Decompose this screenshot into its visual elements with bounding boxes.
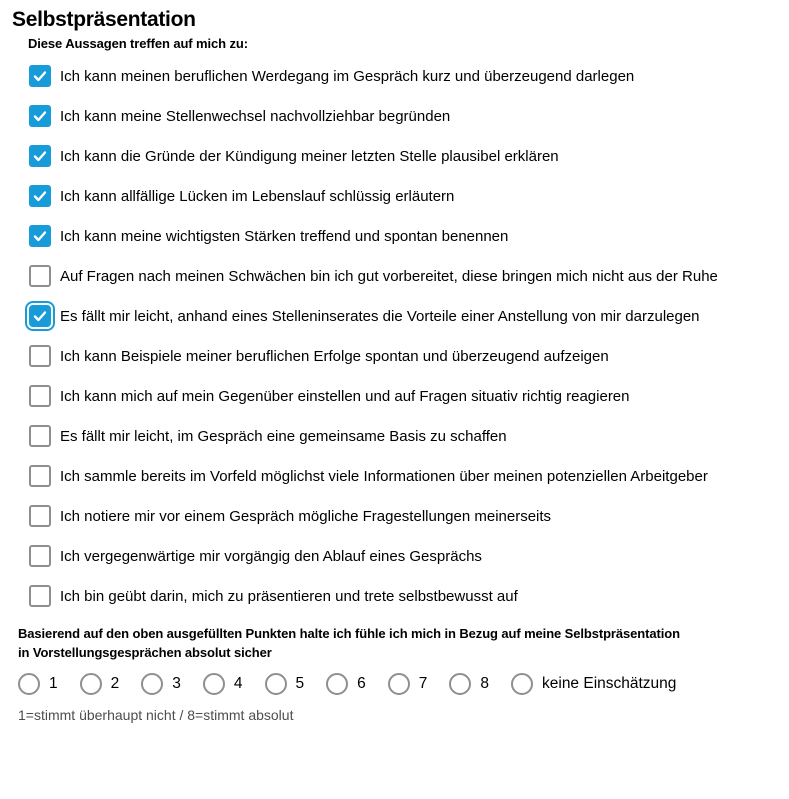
checkbox-label: Ich sammle bereits im Vorfeld möglichst viele Informationen über meinen potenziellen Arbeitgeber xyxy=(60,468,708,485)
checkbox-label: Ich kann meinen beruflichen Werdegang im Gespräch kurz und überzeugend darlegen xyxy=(60,68,635,85)
radio-label: 8 xyxy=(480,675,489,692)
radio-option[interactable] xyxy=(449,672,489,696)
checkbox-label: Ich vergegenwärtige mir vorgängig den Ablauf eines Gesprächs xyxy=(60,548,482,565)
checkbox-label: Ich kann allfällige Lücken im Lebenslauf schlüssig erläutern xyxy=(60,188,455,205)
radio-circle-icon[interactable] xyxy=(511,673,533,695)
checkbox-row[interactable] xyxy=(29,144,773,169)
checkbox-label: Es fällt mir leicht, im Gespräch eine gemeinsame Basis zu schaffen xyxy=(60,428,507,445)
checkbox-label: Auf Fragen nach meinen Schwächen bin ich gut vorbereitet, diese bringen mich nicht aus der Ruhe xyxy=(60,268,718,285)
checkbox[interactable] xyxy=(29,545,51,567)
checkbox[interactable] xyxy=(29,185,51,207)
checkbox-row[interactable] xyxy=(29,584,773,609)
checkbox[interactable] xyxy=(29,65,51,87)
checkbox-label: Ich notiere mir vor einem Gespräch mögliche Fragestellungen meinerseits xyxy=(60,508,552,525)
scale-legend: 1=stimmt überhaupt nicht / 8=stimmt absolut xyxy=(18,707,294,723)
checkbox[interactable] xyxy=(29,465,51,487)
checkbox-row[interactable] xyxy=(29,64,773,89)
radio-circle-icon[interactable] xyxy=(80,673,102,695)
check-icon xyxy=(32,188,48,204)
radio-label: 3 xyxy=(172,675,181,692)
checklist xyxy=(29,64,773,609)
radio-circle-icon[interactable] xyxy=(203,673,225,695)
checkbox-row[interactable] xyxy=(29,504,773,529)
checkbox-row[interactable] xyxy=(29,184,773,209)
radio-label: keine Einschätzung xyxy=(542,675,677,692)
checkbox-label: Ich kann Beispiele meiner beruflichen Erfolge spontan und überzeugend aufzeigen xyxy=(60,348,609,365)
check-icon xyxy=(32,228,48,244)
check-icon xyxy=(32,308,48,324)
checkbox-row[interactable] xyxy=(29,544,773,569)
radio-circle-icon[interactable] xyxy=(18,673,40,695)
radio-circle-icon[interactable] xyxy=(449,673,471,695)
radio-option[interactable] xyxy=(80,672,120,696)
checkbox[interactable] xyxy=(29,265,51,287)
checkbox-label: Ich bin geübt darin, mich zu präsentieren und trete selbstbewusst auf xyxy=(60,588,518,605)
radio-option[interactable] xyxy=(388,672,428,696)
checkbox[interactable] xyxy=(29,385,51,407)
radio-option[interactable] xyxy=(326,672,366,696)
checkbox-row[interactable] xyxy=(29,424,773,449)
checkbox-label: Es fällt mir leicht, anhand eines Stelleninserates die Vorteile einer Anstellung von mir darzulegen xyxy=(60,308,700,325)
checkbox[interactable] xyxy=(29,345,51,367)
page-title: Selbstpräsentation xyxy=(12,8,196,31)
rating-scale xyxy=(18,672,773,696)
checkbox-row[interactable] xyxy=(29,464,773,489)
checkbox-row[interactable] xyxy=(29,264,773,289)
checkbox-label: Ich kann mich auf mein Gegenüber einstellen und auf Fragen situativ richtig reagieren xyxy=(60,388,630,405)
checkbox[interactable] xyxy=(29,225,51,247)
checkbox-row[interactable] xyxy=(29,344,773,369)
radio-circle-icon[interactable] xyxy=(141,673,163,695)
checkbox-row[interactable] xyxy=(29,104,773,129)
checkbox-row[interactable] xyxy=(29,224,773,249)
radio-circle-icon[interactable] xyxy=(265,673,287,695)
radio-label: 6 xyxy=(357,675,366,692)
check-icon xyxy=(32,68,48,84)
radio-label: 7 xyxy=(418,675,428,692)
rating-prompt: Basierend auf den oben ausgefüllten Punkten halte ich fühle ich mich in Bezug auf meine Selbstpräsentation in Vorstellungsgesprächen absolut sicher xyxy=(18,626,680,660)
checkbox-label: Ich kann meine wichtigsten Stärken treffend und spontan benennen xyxy=(60,228,509,245)
checkbox[interactable] xyxy=(29,145,51,167)
radio-label: 5 xyxy=(295,675,305,692)
check-icon xyxy=(32,148,48,164)
checkbox[interactable] xyxy=(29,425,51,447)
radio-label: 2 xyxy=(110,675,120,692)
radio-circle-icon[interactable] xyxy=(388,673,410,695)
radio-option[interactable] xyxy=(265,672,305,696)
radio-option[interactable] xyxy=(203,672,243,696)
checkbox-row[interactable] xyxy=(29,384,773,409)
checkbox[interactable] xyxy=(29,305,51,327)
radio-label: 4 xyxy=(233,675,243,692)
checkbox-label: Ich kann die Gründe der Kündigung meiner letzten Stelle plausibel erklären xyxy=(60,148,559,165)
check-icon xyxy=(32,108,48,124)
checkbox-label: Ich kann meine Stellenwechsel nachvollziehbar begründen xyxy=(60,108,451,125)
radio-option[interactable] xyxy=(141,672,181,696)
radio-option[interactable] xyxy=(18,672,58,696)
checkbox[interactable] xyxy=(29,505,51,527)
form-subtitle: Diese Aussagen treffen auf mich zu: xyxy=(28,36,248,51)
radio-circle-icon[interactable] xyxy=(326,673,348,695)
radio-label: 1 xyxy=(49,675,58,692)
checkbox-row[interactable] xyxy=(29,304,773,329)
radio-option[interactable] xyxy=(511,672,676,696)
checkbox[interactable] xyxy=(29,105,51,127)
checkbox[interactable] xyxy=(29,585,51,607)
